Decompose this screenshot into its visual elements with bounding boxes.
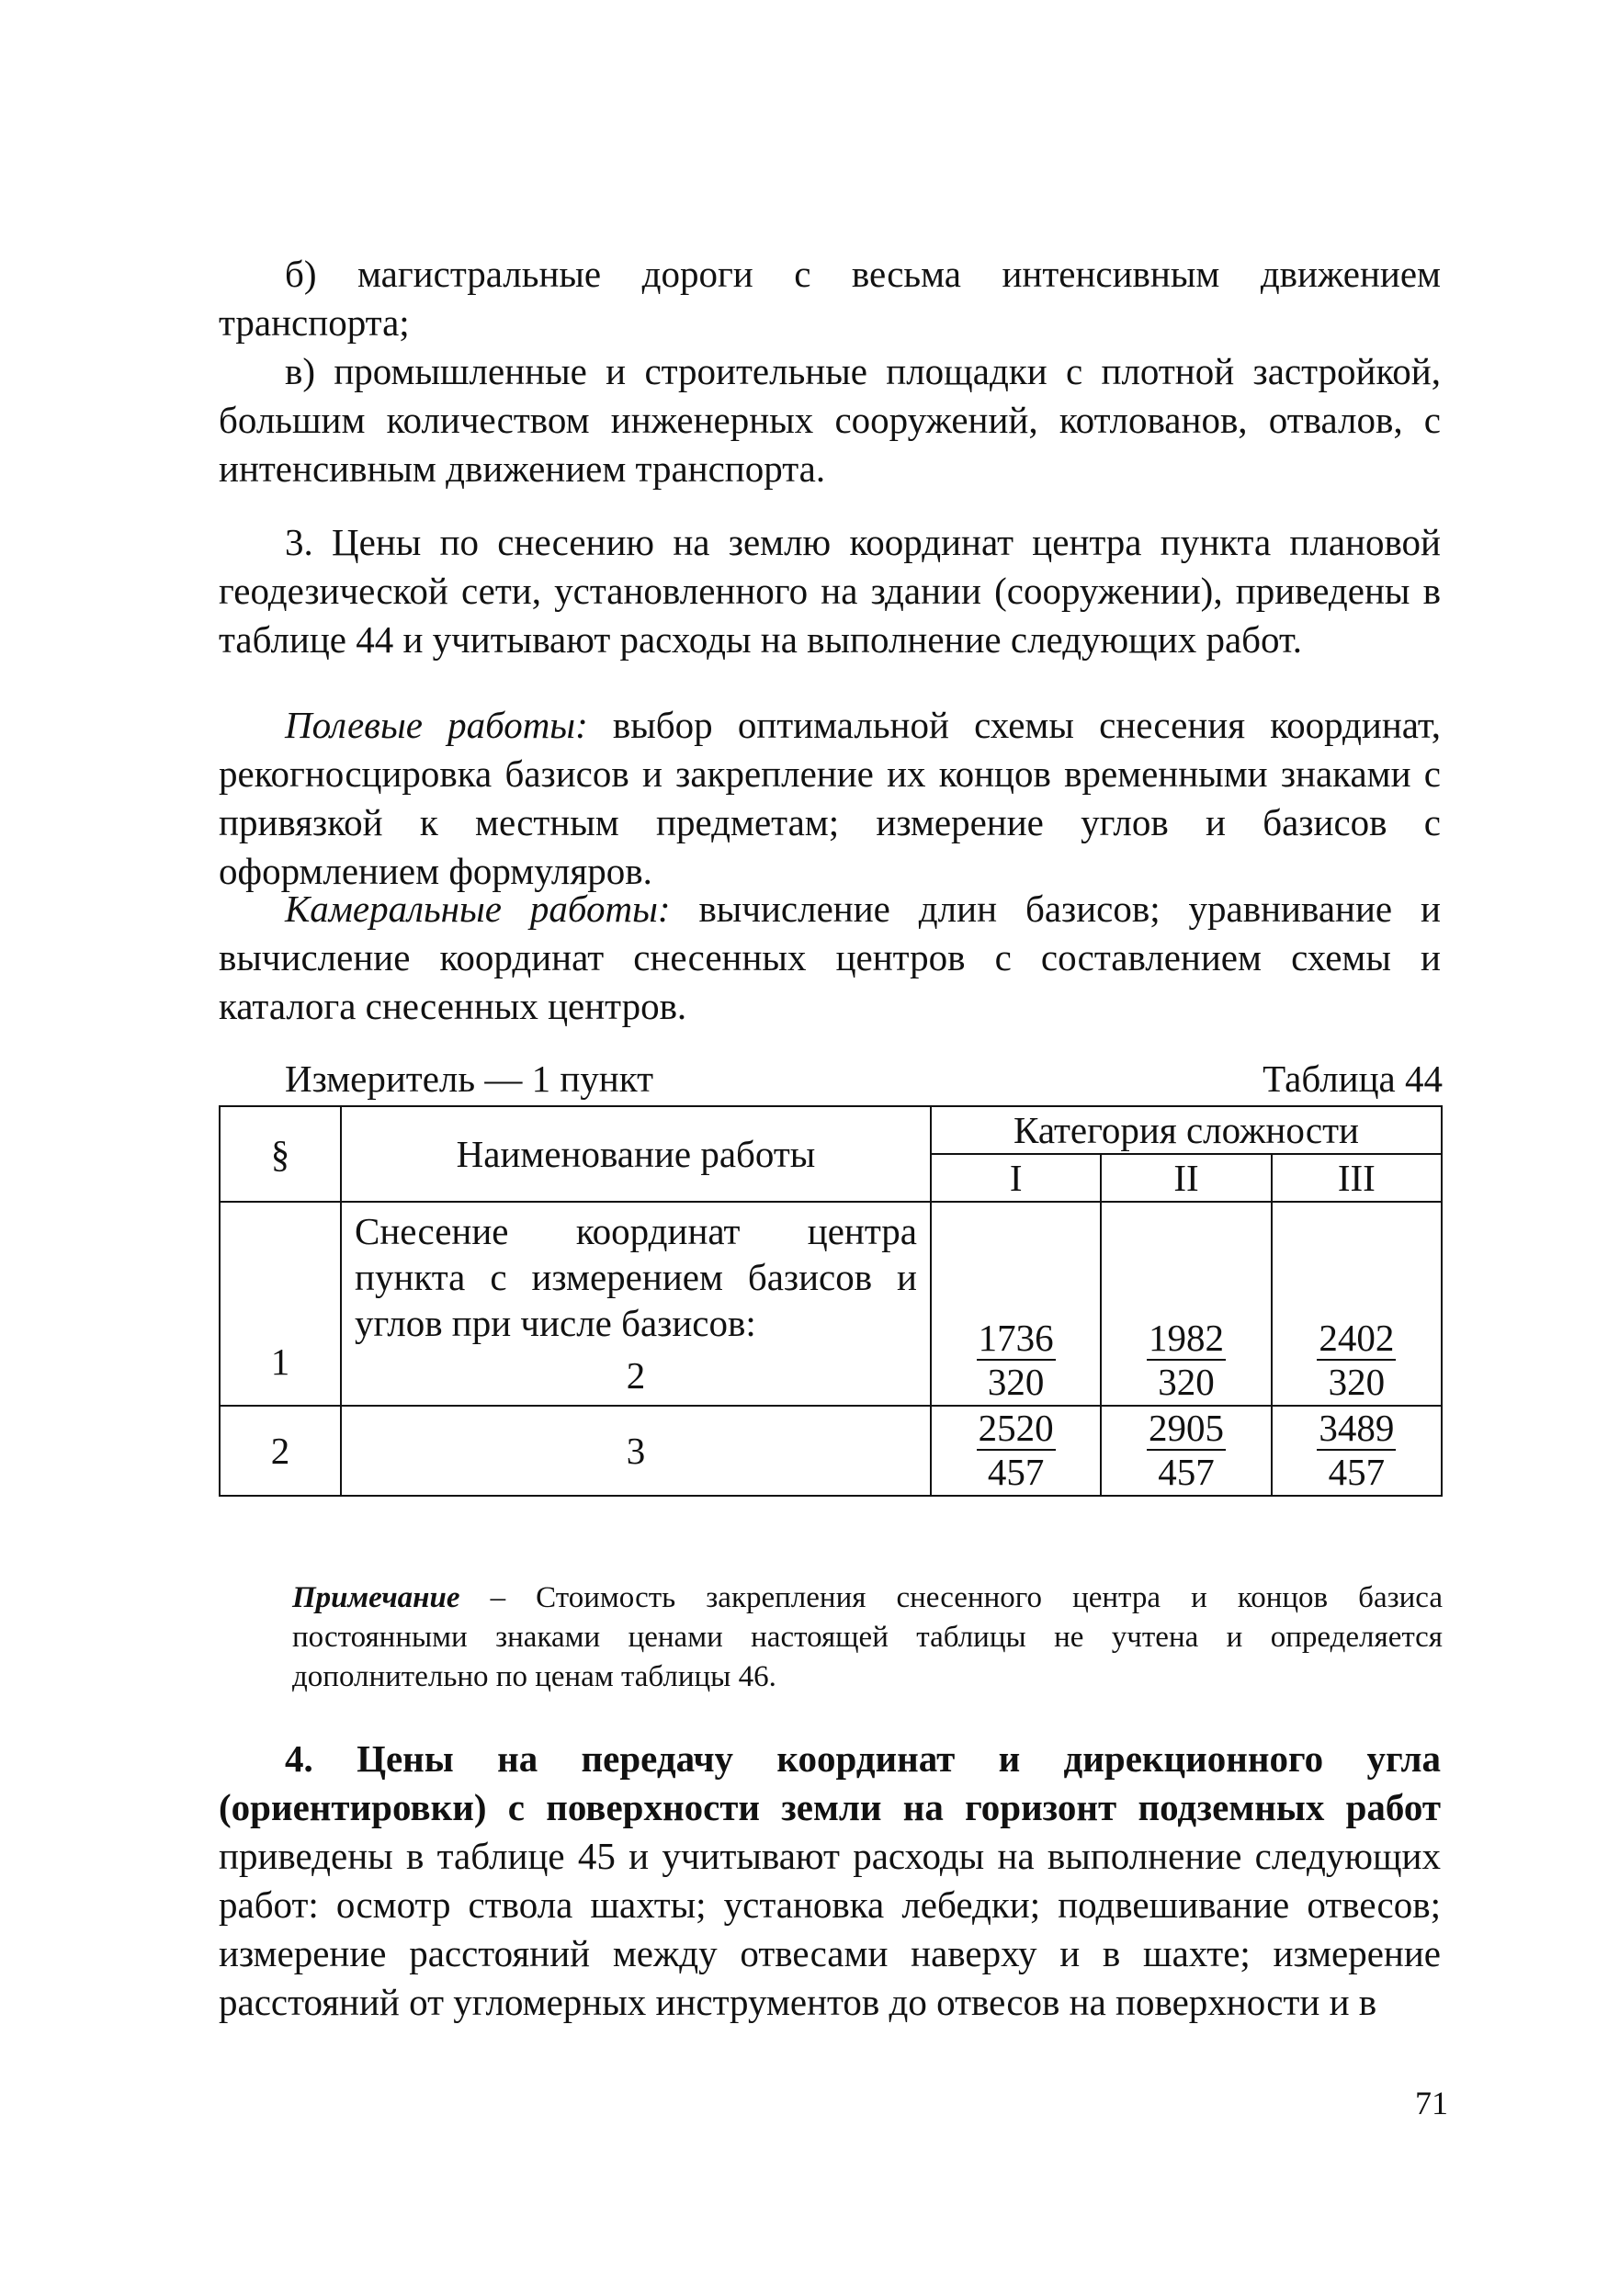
table-measure: Измеритель — 1 пункт bbox=[285, 1058, 654, 1100]
row-work-cell bbox=[341, 1202, 931, 1406]
row-section: 2 bbox=[220, 1406, 341, 1496]
note-label: Примечание bbox=[292, 1581, 460, 1614]
header-cat-1: I bbox=[931, 1154, 1101, 1202]
value-top: 1982 bbox=[1148, 1317, 1224, 1359]
header-work-name: Наименование работы bbox=[341, 1106, 931, 1202]
value-top: 2520 bbox=[978, 1407, 1054, 1449]
paragraph-3-number: 3. bbox=[285, 521, 313, 563]
field-works-label: Полевые работы: bbox=[285, 704, 588, 746]
row-value-cat-2 bbox=[1101, 1406, 1271, 1496]
paragraph-3 bbox=[219, 518, 1441, 664]
row-value-cat-1 bbox=[931, 1406, 1101, 1496]
value-top: 1736 bbox=[978, 1317, 1054, 1359]
header-section: § bbox=[220, 1106, 341, 1202]
row-value-cat-1 bbox=[931, 1202, 1101, 1406]
paragraph-3-text: Цены по снесению на землю координат центра пункта плановой геодезической сети, установленного на здании (сооружении), приведены в таблице 44 и учитывают расходы на выполнение следующих работ. bbox=[219, 521, 1441, 661]
paragraph-office-works bbox=[219, 885, 1441, 1031]
paragraph-field-works bbox=[219, 701, 1441, 896]
value-bottom: 457 bbox=[1328, 1451, 1386, 1493]
table-row bbox=[220, 1202, 1442, 1406]
field-works-text: выбор оптимальной схемы снесения координат, рекогносцировка базисов и закрепление их концов временными знаками с привязкой к местным предметам; измерение углов и базисов с оформлением формуляров. bbox=[219, 704, 1441, 892]
value-bottom: 457 bbox=[1158, 1451, 1215, 1493]
row-value-cat-2 bbox=[1101, 1202, 1271, 1406]
row-value-cat-3 bbox=[1272, 1202, 1442, 1406]
value-bottom: 457 bbox=[987, 1451, 1045, 1493]
office-works-label: Камеральные работы: bbox=[285, 888, 671, 930]
value-top: 3489 bbox=[1319, 1407, 1395, 1449]
header-category: Категория сложности bbox=[931, 1106, 1442, 1154]
row-bases-count: 2 bbox=[626, 1354, 646, 1397]
table-note bbox=[292, 1578, 1443, 1697]
office-works-text: вычисление длин базисов; уравнивание и вычисление координат снесенных центров с составлением схемы и каталога снесенных центров. bbox=[219, 888, 1441, 1027]
table-44 bbox=[219, 1105, 1443, 1497]
table-caption: Таблица 44 bbox=[1263, 1058, 1443, 1100]
value-bottom: 320 bbox=[1328, 1361, 1386, 1403]
row-value-cat-3 bbox=[1272, 1406, 1442, 1496]
work-description: Снесение координат центра пункта с измерением базисов и углов при числе базисов: bbox=[355, 1210, 917, 1344]
value-top: 2905 bbox=[1148, 1407, 1224, 1449]
paragraph-4-bold: Цены на передачу координат и дирекционного угла (ориентировки) с поверхности земли на горизонт подземных работ bbox=[219, 1737, 1441, 1828]
value-bottom: 320 bbox=[1158, 1361, 1215, 1403]
table-caption-row bbox=[219, 1054, 1443, 1103]
paragraph-4-number: 4. bbox=[285, 1737, 313, 1780]
header-cat-3: III bbox=[1272, 1154, 1442, 1202]
paragraph-v: в) промышленные и строительные площадки с плотной застройкой, большим количеством инженерных сооружений, котлованов, отвалов, с интенсивным движением транспорта. bbox=[219, 350, 1441, 490]
value-bottom: 320 bbox=[987, 1361, 1045, 1403]
header-cat-2: II bbox=[1101, 1154, 1271, 1202]
page-number: 71 bbox=[1415, 2085, 1448, 2121]
row-bases-count: 3 bbox=[341, 1406, 931, 1496]
value-top: 2402 bbox=[1319, 1317, 1395, 1359]
table-header-row bbox=[220, 1106, 1442, 1154]
row-section: 1 bbox=[220, 1202, 341, 1406]
table-row bbox=[220, 1406, 1442, 1496]
paragraph-4 bbox=[219, 1735, 1441, 2027]
paragraph-4-text: приведены в таблице 45 и учитывают расходы на выполнение следующих работ: осмотр ствола шахты; установка лебедки; подвешивание отвесов; измерение расстояний между отвесами наверху и в шахте; измерение расстояний от угломерных инструментов до отвесов на поверхности и в bbox=[219, 1835, 1441, 2023]
paragraph-b: б) магистральные дороги с весьма интенсивным движением транспорта; bbox=[219, 253, 1441, 344]
note-text: – Стоимость закрепления снесенного центра и концов базиса постоянными знаками ценами настоящей таблицы не учтена и определяется дополнительно по ценам таблицы 46. bbox=[292, 1581, 1443, 1693]
